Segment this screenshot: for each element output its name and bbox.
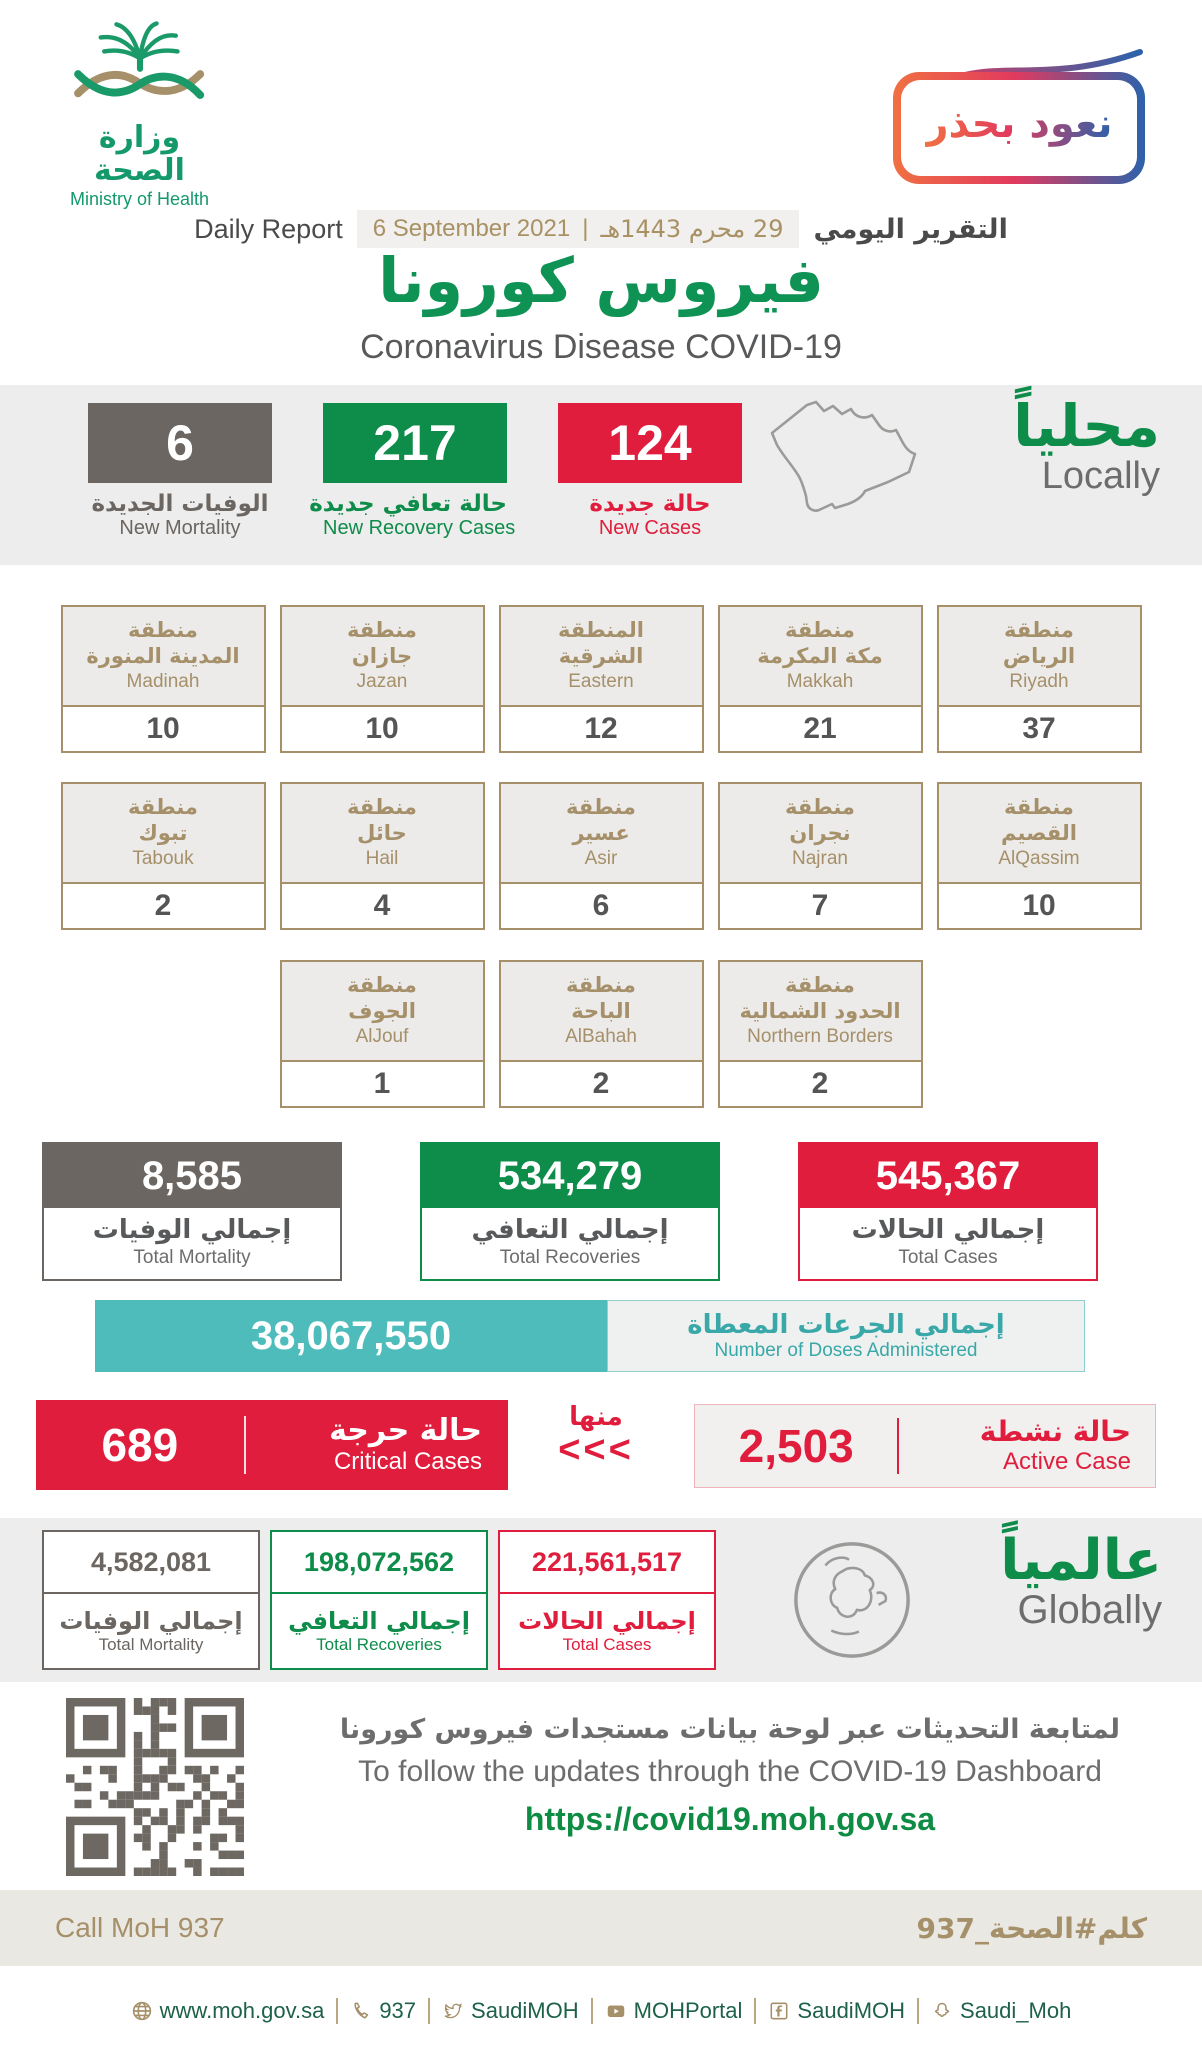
global-recoveries-label-ar: إجمالي التعافي bbox=[288, 1607, 470, 1635]
globally-section bbox=[0, 1518, 1202, 1682]
global-mortality-label-en: Total Mortality bbox=[98, 1635, 204, 1654]
new-recoveries-value: 217 bbox=[323, 403, 507, 483]
dashboard-note-ar: لمتابعة التحديثات عبر لوحة بيانات مستجدات فيروس كورونا bbox=[339, 1714, 1121, 1745]
region-name-en: Madinah bbox=[126, 671, 200, 693]
region-name-ar2: الجوف bbox=[348, 999, 416, 1024]
total-cases-label-en: Total Cases bbox=[898, 1247, 998, 1268]
region-name-ar2: جازان bbox=[351, 644, 413, 669]
active-label-en: Active Case bbox=[1002, 1448, 1131, 1476]
doses-label-ar: إجمالي الجرعات المعطاة bbox=[687, 1310, 1005, 1340]
call-moh-label: Call MoH 937 bbox=[55, 1912, 225, 1943]
region-value: 10 bbox=[939, 884, 1140, 928]
region-card-hail bbox=[280, 782, 485, 930]
region-value: 1 bbox=[282, 1062, 483, 1106]
region-name-ar2: عسير bbox=[572, 821, 630, 846]
of-which-label: منها bbox=[569, 1402, 623, 1432]
region-name-ar: منطقة bbox=[785, 972, 855, 997]
social-item-youtube[interactable]: MOHPortal bbox=[591, 1998, 755, 2024]
region-value: 7 bbox=[720, 884, 921, 928]
region-name-ar: منطقة bbox=[128, 617, 198, 642]
region-card-tabouk bbox=[61, 782, 266, 930]
social-item-snapchat[interactable]: Saudi_Moh bbox=[917, 1998, 1083, 2024]
region-value: 21 bbox=[720, 707, 921, 751]
daily-report-label-ar: التقرير اليومي bbox=[813, 213, 1008, 245]
region-name-en: Makkah bbox=[786, 671, 854, 693]
of-which-connector bbox=[538, 1402, 654, 1471]
globally-heading bbox=[1000, 1530, 1162, 1633]
region-card-northern-borders bbox=[718, 960, 923, 1108]
active-value: 2,503 bbox=[738, 1420, 854, 1472]
phone-icon bbox=[350, 2000, 372, 2022]
social-item-website[interactable]: www.moh.gov.sa bbox=[119, 1998, 337, 2024]
global-cases-label-en: Total Cases bbox=[562, 1635, 652, 1654]
new-recoveries-label-ar: حالة تعافي جديدة bbox=[309, 491, 507, 517]
region-name-ar2: مكة المكرمة bbox=[757, 644, 883, 669]
region-name-en: AlQassim bbox=[998, 848, 1080, 870]
facebook-icon bbox=[768, 2000, 790, 2022]
region-value: 2 bbox=[63, 884, 264, 928]
health-hashtag-label: كلم#الصحة_937 bbox=[916, 1911, 1147, 1945]
global-recoveries-box bbox=[270, 1530, 488, 1670]
global-mortality-box bbox=[42, 1530, 260, 1670]
globe-icon bbox=[131, 2000, 153, 2022]
region-name-ar2: نجران bbox=[789, 821, 851, 846]
global-cases-box bbox=[498, 1530, 716, 1670]
report-title-en: Coronavirus Disease COVID-19 bbox=[360, 328, 842, 366]
region-card-najran bbox=[718, 782, 923, 930]
region-name-ar: منطقة bbox=[785, 617, 855, 642]
call-bar bbox=[0, 1890, 1202, 1966]
critical-cases-box bbox=[36, 1400, 508, 1490]
dashboard-url-link[interactable]: https://covid19.moh.gov.sa bbox=[524, 1801, 936, 1837]
region-name-en: Hail bbox=[365, 848, 399, 870]
total-mortality-value: 8,585 bbox=[44, 1144, 340, 1208]
new-mortality-stat bbox=[88, 403, 272, 540]
region-card-jazan bbox=[280, 605, 485, 753]
region-name-en: AlJouf bbox=[355, 1026, 409, 1048]
new-recoveries-label-en: New Recovery Cases bbox=[323, 517, 516, 539]
active-cases-box bbox=[694, 1404, 1156, 1488]
global-cases-value: 221,561,517 bbox=[500, 1532, 714, 1594]
locally-section bbox=[0, 385, 1202, 565]
dashboard-note bbox=[290, 1714, 1170, 1838]
globe-icon bbox=[788, 1536, 916, 1664]
social-item-twitter[interactable]: SaudiMOH bbox=[428, 1998, 591, 2024]
daily-report-label-en: Daily Report bbox=[194, 213, 343, 244]
date-hijri: 29 محرم 1443هـ bbox=[600, 215, 784, 243]
new-cases-stat bbox=[558, 403, 742, 540]
region-name-ar2: المدينة المنورة bbox=[86, 644, 240, 669]
region-name-ar: منطقة bbox=[785, 794, 855, 819]
saudi-map-icon bbox=[750, 397, 940, 552]
region-name-ar: منطقة bbox=[347, 972, 417, 997]
date-gregorian: 6 September 2021 bbox=[372, 215, 571, 242]
report-title-ar: فيروس كورونا bbox=[378, 244, 824, 317]
total-cases-value: 545,367 bbox=[800, 1144, 1096, 1208]
region-value: 6 bbox=[501, 884, 702, 928]
ministry-name-ar: وزارة الصحة bbox=[94, 120, 185, 188]
region-name-en: AlBahah bbox=[565, 1026, 637, 1048]
social-item-call-937[interactable]: 937 bbox=[336, 1998, 428, 2024]
new-cases-value: 124 bbox=[558, 403, 742, 483]
total-cases-box bbox=[798, 1142, 1098, 1281]
youtube-icon bbox=[605, 2000, 627, 2022]
region-name-ar2: الرياض bbox=[1002, 644, 1076, 669]
region-name-ar: منطقة bbox=[347, 617, 417, 642]
date-separator: | bbox=[582, 215, 589, 242]
global-recoveries-value: 198,072,562 bbox=[272, 1532, 486, 1594]
critical-label-ar: حالة حرجة bbox=[329, 1412, 482, 1448]
new-cases-label-en: New Cases bbox=[598, 517, 702, 539]
global-totals-row bbox=[42, 1530, 716, 1670]
region-name-en: Northern Borders bbox=[747, 1026, 893, 1048]
region-name-ar: منطقة bbox=[1004, 617, 1074, 642]
regions-row-2 bbox=[0, 782, 1202, 930]
doses-value: 38,067,550 bbox=[95, 1300, 607, 1372]
moh-logo bbox=[52, 20, 227, 210]
total-recoveries-label-en: Total Recoveries bbox=[499, 1247, 641, 1268]
badge-label: نعود بحذر bbox=[925, 104, 1112, 152]
global-cases-label-ar: إجمالي الحالات bbox=[518, 1607, 696, 1635]
total-mortality-label-ar: إجمالي الوفيات bbox=[92, 1215, 292, 1245]
region-card-riyadh bbox=[937, 605, 1142, 753]
globally-heading-en: Globally bbox=[1017, 1587, 1162, 1632]
region-name-ar: منطقة bbox=[566, 794, 636, 819]
region-name-ar2: حائل bbox=[357, 821, 407, 846]
region-name-ar2: الحدود الشمالية bbox=[739, 999, 901, 1024]
global-mortality-value: 4,582,081 bbox=[44, 1532, 258, 1594]
new-mortality-label-en: New Mortality bbox=[119, 517, 241, 539]
new-stats-row bbox=[88, 403, 742, 540]
new-mortality-value: 6 bbox=[88, 403, 272, 483]
region-name-ar2: الباحة bbox=[571, 999, 631, 1024]
locally-heading-en: Locally bbox=[1041, 454, 1160, 497]
social-item-facebook[interactable]: SaudiMOH bbox=[754, 1998, 917, 2024]
region-value: 4 bbox=[282, 884, 483, 928]
region-name-ar: منطقة bbox=[128, 794, 198, 819]
region-name-ar: منطقة bbox=[1004, 794, 1074, 819]
return-cautiously-badge bbox=[893, 72, 1145, 184]
region-name-en: Riyadh bbox=[1009, 671, 1069, 693]
snapchat-icon bbox=[931, 2000, 953, 2022]
region-name-ar2: الشرقية bbox=[558, 644, 644, 669]
qr-code bbox=[66, 1698, 244, 1876]
total-recoveries-label-ar: إجمالي التعافي bbox=[471, 1215, 669, 1245]
regions-row-1 bbox=[0, 605, 1202, 753]
region-value: 12 bbox=[501, 707, 702, 751]
new-cases-label-ar: حالة جديدة bbox=[589, 491, 711, 517]
region-value: 2 bbox=[720, 1062, 921, 1106]
new-recoveries-stat bbox=[309, 403, 516, 540]
doses-label-en: Number of Doses Administered bbox=[714, 1340, 978, 1361]
region-name-ar: منطقة bbox=[566, 972, 636, 997]
region-name-ar: منطقة bbox=[347, 794, 417, 819]
region-card-eastern bbox=[499, 605, 704, 753]
local-totals-row bbox=[42, 1142, 1098, 1281]
region-value: 2 bbox=[501, 1062, 702, 1106]
new-mortality-label-ar: الوفيات الجديدة bbox=[91, 491, 269, 517]
region-name-en: Tabouk bbox=[132, 848, 194, 870]
total-cases-label-ar: إجمالي الحالات bbox=[851, 1215, 1045, 1245]
locally-heading-ar: محلياً bbox=[1013, 392, 1160, 460]
total-mortality-label-en: Total Mortality bbox=[133, 1247, 251, 1268]
active-label-ar: حالة نشطة bbox=[979, 1415, 1131, 1449]
twitter-icon bbox=[442, 2000, 464, 2022]
region-name-ar2: تبوك bbox=[138, 821, 188, 846]
critical-label-en: Critical Cases bbox=[333, 1448, 482, 1476]
doses-bar bbox=[95, 1300, 1085, 1372]
region-value: 37 bbox=[939, 707, 1140, 751]
regions-row-3 bbox=[0, 960, 1202, 1108]
region-name-en: Najran bbox=[792, 848, 848, 870]
region-card-makkah bbox=[718, 605, 923, 753]
global-mortality-label-ar: إجمالي الوفيات bbox=[59, 1607, 243, 1635]
globally-heading-ar: عالمياً bbox=[1000, 1528, 1162, 1593]
region-card-asir bbox=[499, 782, 704, 930]
chevrons-icon: <<< bbox=[558, 1429, 634, 1471]
ministry-name-en: Ministry of Health bbox=[69, 189, 210, 209]
region-name-en: Eastern bbox=[568, 671, 634, 693]
region-name-ar: المنطقة bbox=[557, 617, 645, 642]
locally-heading bbox=[1013, 392, 1160, 498]
region-name-ar2: القصيم bbox=[1001, 821, 1077, 846]
region-name-en: Asir bbox=[584, 848, 618, 870]
palm-swords-icon bbox=[60, 20, 220, 116]
region-value: 10 bbox=[63, 707, 264, 751]
global-recoveries-label-en: Total Recoveries bbox=[316, 1635, 442, 1654]
region-card-madinah bbox=[61, 605, 266, 753]
region-card-albahah bbox=[499, 960, 704, 1108]
dashboard-note-en: To follow the updates through the COVID-19 Dashboard bbox=[358, 1755, 1102, 1788]
region-value: 10 bbox=[282, 707, 483, 751]
region-card-alqassim bbox=[937, 782, 1142, 930]
total-mortality-box bbox=[42, 1142, 342, 1281]
total-recoveries-box bbox=[420, 1142, 720, 1281]
total-recoveries-value: 534,279 bbox=[422, 1144, 718, 1208]
critical-value: 689 bbox=[101, 1419, 179, 1471]
region-card-aljouf bbox=[280, 960, 485, 1108]
region-name-en: Jazan bbox=[356, 671, 408, 693]
social-bar bbox=[0, 1998, 1202, 2024]
